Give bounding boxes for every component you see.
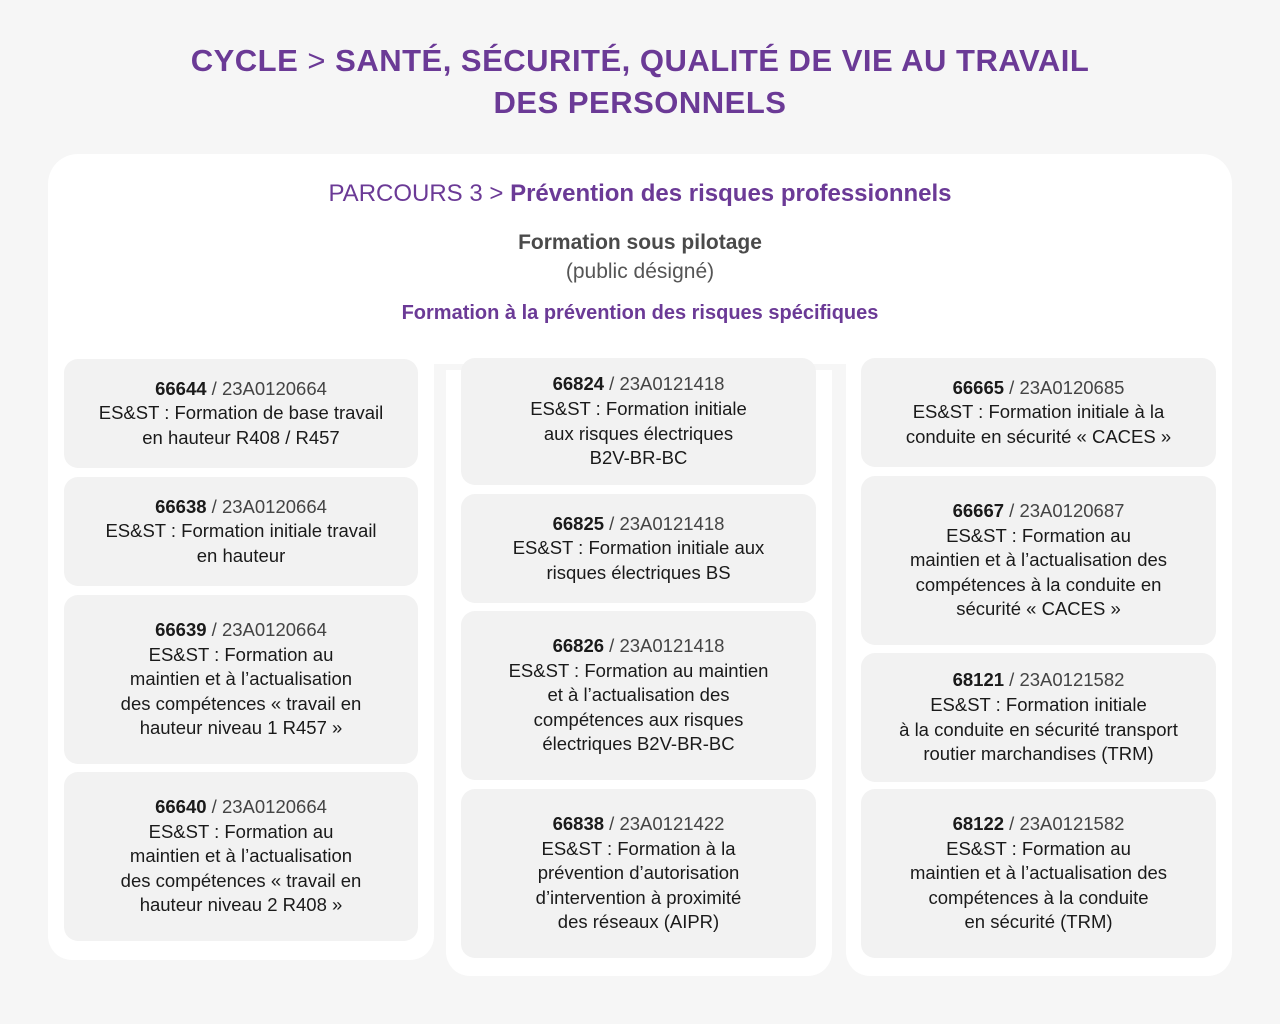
course-ref: / 23A0120685: [1004, 376, 1125, 398]
course-ref: / 23A0121418: [604, 373, 725, 395]
title-separator: >: [307, 43, 327, 78]
course-code: 66640: [155, 796, 207, 818]
course-code: 66824: [552, 373, 605, 395]
section-heading: Formation à la prévention des risques spécifiques: [401, 302, 879, 324]
course-line: conduite en sécurité « CACES »: [905, 425, 1172, 447]
course-card[interactable]: [861, 653, 1216, 782]
course-code: 66667: [952, 500, 1005, 522]
course-line: sécurité « CACES »: [956, 598, 1121, 620]
course-card[interactable]: [64, 772, 418, 941]
course-line: électriques B2V-BR-BC: [542, 733, 735, 755]
title-line-2: DES PERSONNELS: [493, 85, 787, 120]
course-line: ES&ST : Formation au: [946, 524, 1131, 546]
course-line: des compétences « travail en: [120, 869, 362, 891]
course-line: compétences à la conduite en: [915, 573, 1162, 595]
course-card[interactable]: [64, 477, 418, 586]
public-label: (public désigné): [565, 260, 715, 283]
course-card[interactable]: [861, 789, 1216, 958]
course-ref: / 23A0121582: [1004, 813, 1125, 835]
course-code-line: [553, 512, 725, 537]
course-code-line: [953, 812, 1125, 837]
course-code: 66639: [155, 619, 207, 641]
column-1: [48, 348, 434, 960]
course-code: 66826: [552, 635, 605, 657]
course-card[interactable]: [64, 359, 418, 468]
course-line: prévention d’autorisation: [537, 862, 740, 884]
course-ref: / 23A0121418: [604, 635, 725, 657]
course-code-line: [155, 618, 327, 643]
course-ref: / 23A0121582: [1004, 669, 1125, 691]
title-prefix: CYCLE: [190, 43, 299, 78]
course-line: ES&ST : Formation initiale travail: [105, 520, 377, 542]
course-code-line: [953, 668, 1125, 693]
course-code-line: [953, 376, 1125, 401]
course-line: maintien et à l’actualisation des: [909, 862, 1168, 884]
course-line: compétences à la conduite: [928, 886, 1149, 908]
course-line: d’intervention à proximité: [535, 886, 742, 908]
course-line: routier marchandises (TRM): [923, 743, 1154, 765]
course-code-line: [155, 795, 327, 820]
course-line: ES&ST : Formation au: [148, 820, 334, 842]
course-ref: / 23A0120664: [206, 495, 327, 517]
title-line-1: [0, 40, 1280, 82]
course-code: 66665: [952, 376, 1005, 398]
course-line: ES&ST : Formation initiale à la: [912, 401, 1165, 423]
course-code: 68122: [952, 813, 1005, 835]
course-card[interactable]: [461, 358, 816, 485]
title-main: SANTÉ, SÉCURITÉ, QUALITÉ DE VIE AU TRAVAIL: [335, 43, 1090, 78]
course-ref: / 23A0120664: [206, 619, 327, 641]
course-ref: / 23A0121422: [604, 813, 725, 835]
course-line: ES&ST : Formation initiale: [530, 397, 747, 419]
parcours-heading: [48, 180, 1232, 208]
course-ref: / 23A0120664: [206, 377, 327, 399]
course-line: hauteur niveau 1 R457 »: [139, 717, 343, 739]
pilotage-block: [48, 228, 1232, 286]
course-code-line: [953, 499, 1125, 524]
course-card[interactable]: [861, 476, 1216, 645]
course-line: hauteur niveau 2 R408 »: [139, 894, 343, 916]
course-card[interactable]: [461, 611, 816, 780]
course-line: des réseaux (AIPR): [557, 911, 720, 933]
course-line: ES&ST : Formation au: [148, 643, 334, 665]
course-code-line: [553, 812, 725, 837]
course-code: 68121: [952, 669, 1005, 691]
course-line: ES&ST : Formation de base travail: [98, 402, 384, 424]
course-card[interactable]: [64, 595, 418, 764]
course-code: 66644: [155, 377, 207, 399]
course-code-line: [155, 495, 327, 520]
course-line: en hauteur: [196, 544, 286, 566]
course-card[interactable]: [461, 789, 816, 958]
parcours-label: PARCOURS 3 >: [328, 180, 504, 207]
course-line: maintien et à l’actualisation: [129, 845, 353, 867]
course-card[interactable]: [461, 494, 816, 603]
course-line: B2V-BR-BC: [589, 447, 688, 469]
course-line: en hauteur R408 / R457: [142, 426, 340, 448]
course-line: en sécurité (TRM): [964, 911, 1113, 933]
course-ref: / 23A0120687: [1004, 500, 1125, 522]
course-code-line: [553, 372, 725, 397]
course-line: compétences aux risques: [533, 708, 744, 730]
course-line: risques électriques BS: [546, 561, 731, 583]
course-line: maintien et à l’actualisation: [129, 668, 353, 690]
course-line: ES&ST : Formation initiale aux: [512, 537, 765, 559]
header-card: [48, 154, 1232, 364]
course-card[interactable]: [861, 358, 1216, 467]
course-line: et à l’actualisation des: [547, 684, 730, 706]
course-line: à la conduite en sécurité transport: [899, 718, 1178, 740]
course-code: 66838: [552, 813, 605, 835]
course-line: des compétences « travail en: [120, 692, 362, 714]
course-code: 66638: [155, 495, 207, 517]
parcours-title: Prévention des risques professionnels: [510, 180, 952, 207]
pilotage-label: Formation sous pilotage: [518, 231, 762, 254]
course-code: 66825: [552, 512, 605, 534]
course-line: ES&ST : Formation initiale: [930, 693, 1147, 715]
course-code-line: [155, 377, 327, 402]
course-line: aux risques électriques: [543, 422, 734, 444]
column-3: [846, 348, 1232, 976]
course-ref: / 23A0121418: [604, 512, 725, 534]
column-2: [446, 370, 832, 976]
course-line: ES&ST : Formation au: [946, 837, 1131, 859]
course-ref: / 23A0120664: [206, 796, 327, 818]
course-line: ES&ST : Formation à la: [541, 837, 736, 859]
course-code-line: [553, 634, 725, 659]
course-line: ES&ST : Formation au maintien: [508, 659, 769, 681]
course-line: maintien et à l’actualisation des: [909, 549, 1168, 571]
page-title: [0, 40, 1280, 124]
